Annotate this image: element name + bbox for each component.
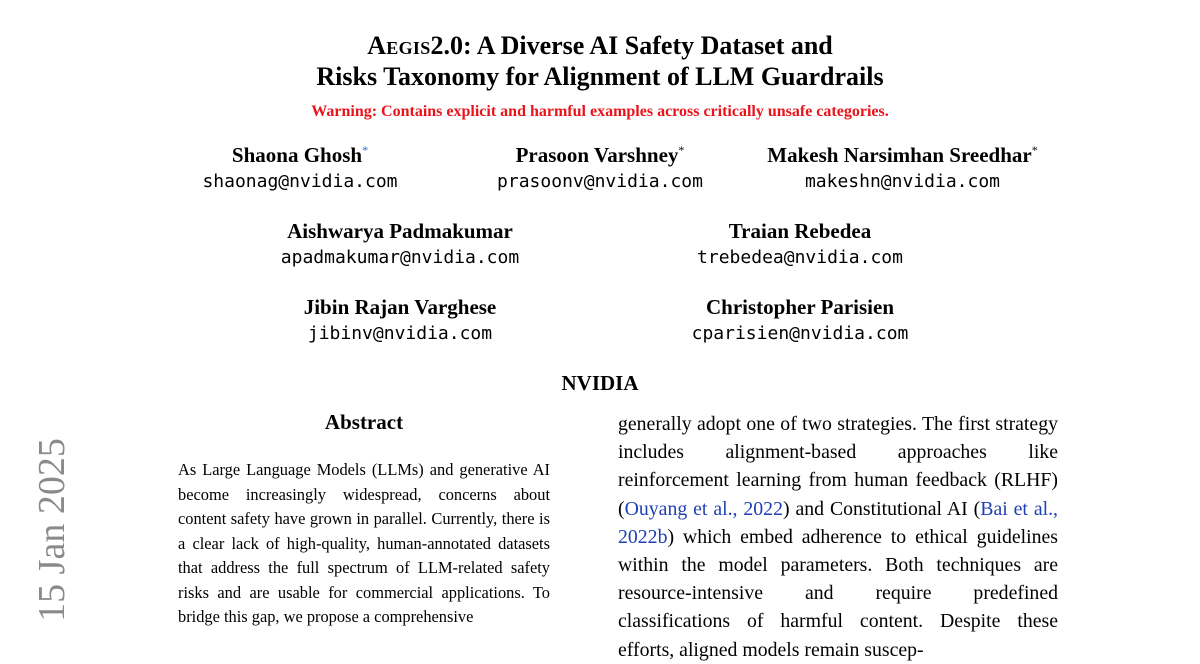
body-text: ) which embed adherence to ethical guidelines within the model parameters. Both techniques are resource-intensive and require predefined classifications of harmful content. Despite these efforts, aligned models remain suscep-: [618, 525, 1058, 661]
citation-link[interactable]: Bai et al., 2022b: [618, 497, 1058, 548]
author-name: Makesh Narsimhan Sreedhar*: [767, 143, 1038, 167]
paper-title-line-1: [150, 30, 1050, 61]
abstract-heading: Abstract: [324, 410, 404, 434]
body-text: generally adopt one of two strategies. The first strategy includes alignment-based approaches like reinforcement learning from human feedback (RLHF) (: [618, 413, 1058, 520]
author-makesh-sreedhar: [745, 142, 1060, 194]
author-christopher-parisien: [650, 294, 950, 346]
title-line-1-rest: 2.0: A Diverse AI Safety Dataset and: [430, 31, 833, 60]
author-name: Aishwarya Padmakumar: [287, 219, 513, 243]
author-email: cparisien@nvidia.com: [691, 323, 909, 344]
author-aishwarya-padmakumar: [250, 218, 550, 270]
author-prasoon-varshney: [460, 142, 740, 194]
author-email: prasoonv@nvidia.com: [497, 171, 703, 192]
arxiv-date-stamp: 15 Jan 2025: [31, 438, 73, 622]
author-email: jibinv@nvidia.com: [307, 323, 493, 344]
author-name: Jibin Rajan Varghese: [303, 295, 497, 319]
footnote-mark[interactable]: *: [362, 143, 369, 157]
content-warning: Warning: Contains explicit and harmful examples across critically unsafe categories.: [311, 103, 889, 120]
author-email: apadmakumar@nvidia.com: [280, 247, 520, 268]
title-smallcaps-word: Aegis: [367, 31, 431, 60]
paper-title-line-2: Risks Taxonomy for Alignment of LLM Guardrails: [316, 62, 884, 91]
author-name: Shaona Ghosh*: [231, 143, 369, 167]
citation-link[interactable]: Ouyang et al., 2022: [624, 497, 783, 520]
author-email: trebedea@nvidia.com: [697, 247, 903, 268]
author-name: Traian Rebedea: [728, 219, 872, 243]
author-shaona-ghosh: [160, 142, 440, 194]
author-email: makeshn@nvidia.com: [804, 171, 1001, 192]
author-jibin-varghese: [250, 294, 550, 346]
body-text-column: [618, 410, 1058, 664]
author-name: Prasoon Varshney*: [515, 143, 685, 167]
affiliation: NVIDIA: [561, 371, 639, 395]
body-text: ) and Constitutional AI (: [782, 497, 981, 520]
author-name: Christopher Parisien: [705, 295, 895, 319]
author-traian-rebedea: [650, 218, 950, 270]
footnote-mark: *: [678, 143, 685, 157]
author-email: shaonag@nvidia.com: [202, 171, 398, 192]
abstract-text: As Large Language Models (LLMs) and generative AI become increasingly widespread, concerns about content safety have grown in parallel. Currently, there is a clear lack of high-quality, human-annotated datasets that address the full spectrum of LLM-related safety risks and are usable for commercial applications. To bridge this gap, we propose a comprehensive: [178, 460, 550, 626]
footnote-mark: *: [1031, 143, 1038, 157]
